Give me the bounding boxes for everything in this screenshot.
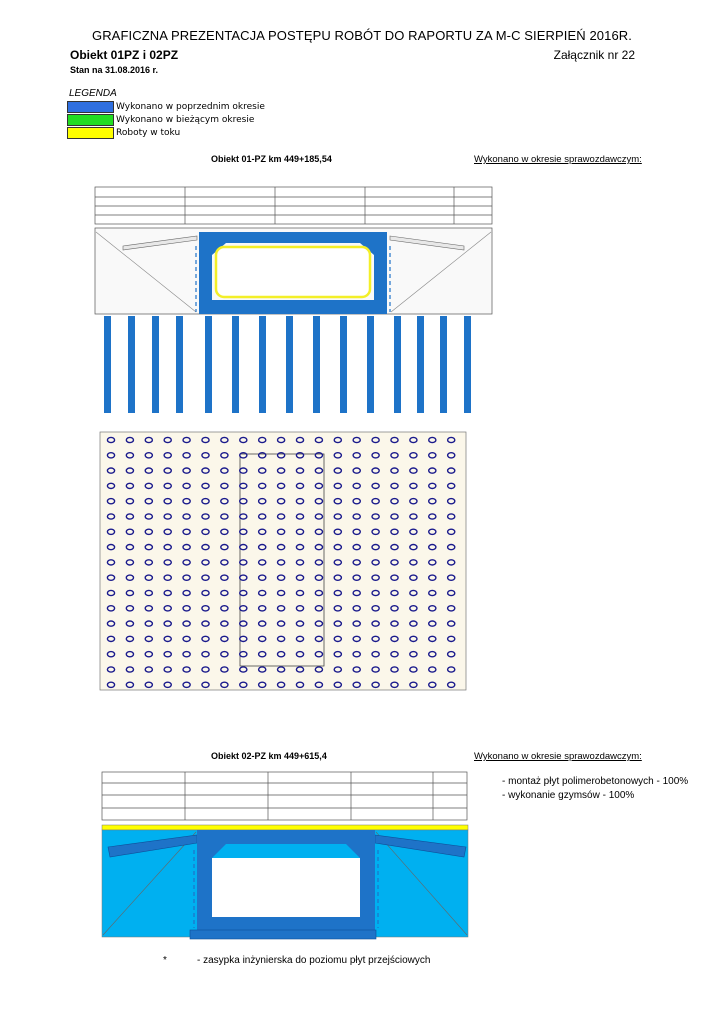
legend-title: LEGENDA [69,88,117,99]
footnote-marker: * [163,955,167,966]
pile [340,316,347,413]
pile [394,316,401,413]
pile [128,316,135,413]
legend-label: Roboty w toku [116,127,181,138]
page-title: GRAFICZNA PREZENTACJA POSTĘPU ROBÓT DO RAPORTU ZA M-C SIERPIEŃ 2016R. [91,28,632,43]
section2-done-item: - montaż płyt polimerobetonowych - 100% [502,776,689,787]
pile [232,316,239,413]
attachment-number: Załącznik nr 22 [553,48,635,62]
legend-label: Wykonano w bieżącym okresie [116,114,255,125]
footnote-text: - zasypka inżynierska do poziomu płyt przejściowych [197,955,431,966]
section1-done-label: Wykonano w okresie sprawozdawczym: [474,154,642,165]
pile [440,316,447,413]
pile [152,316,159,413]
object1-progress-table [95,187,492,224]
status-date: Stan na 31.08.2016 r. [70,65,159,75]
pile [205,316,212,413]
object-name: Obiekt 01PZ i 02PZ [70,48,179,62]
section2-done-item: - wykonanie gzymsów - 100% [502,790,635,801]
object1-plan-view [100,432,466,690]
pile [464,316,471,413]
section2-done-label: Wykonano w okresie sprawozdawczym: [474,751,642,762]
object1-cross-section [95,228,492,314]
section2-title: Obiekt 02-PZ km 449+615,4 [211,751,327,761]
pile [417,316,424,413]
pile [367,316,374,413]
pile [176,316,183,413]
legend-label: Wykonano w poprzednim okresie [116,101,265,112]
section1-title: Obiekt 01-PZ km 449+185,54 [211,154,332,164]
pile [286,316,293,413]
pile [259,316,266,413]
pile [313,316,320,413]
object2-cross-section [102,825,468,939]
object1-piles [104,316,471,413]
object2-progress-table [102,772,467,820]
pile [104,316,111,413]
